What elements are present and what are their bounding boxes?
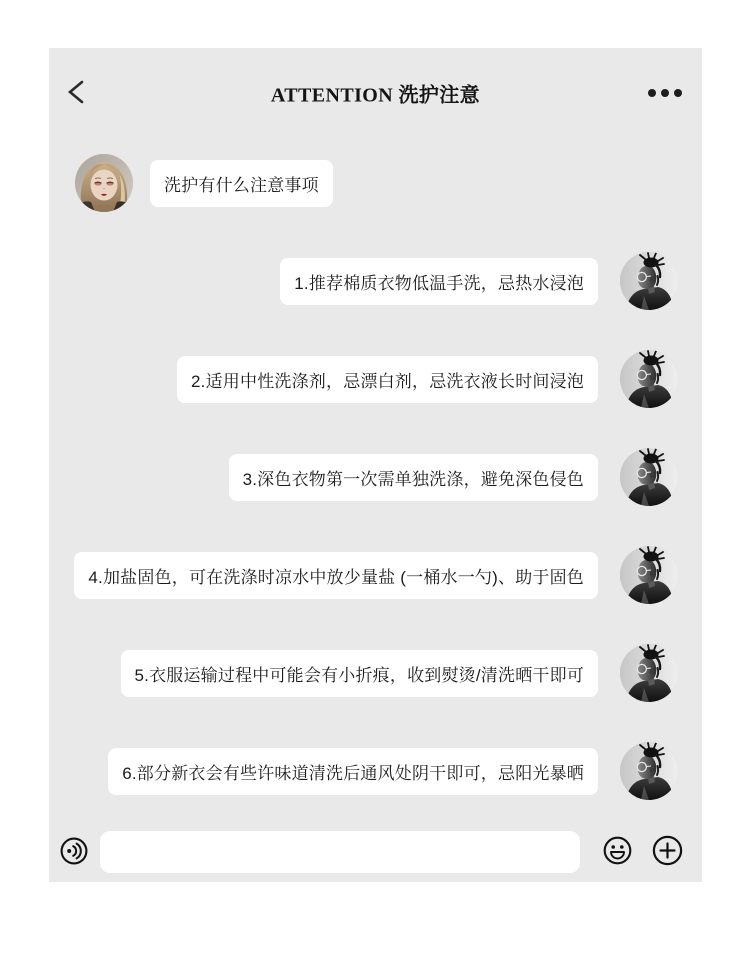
message-bubble[interactable]	[108, 748, 598, 795]
male-shop-avatar-image	[620, 742, 678, 800]
female-user-avatar-image	[75, 154, 133, 212]
plus-more-icon	[652, 835, 683, 869]
three-dots-menu-icon	[648, 89, 656, 97]
avatar-shop[interactable]	[620, 350, 678, 408]
male-shop-avatar-image	[620, 448, 678, 506]
message-row-right	[75, 552, 678, 604]
emoji-button[interactable]	[603, 836, 632, 868]
avatar-user[interactable]	[75, 154, 133, 212]
message-row-left	[75, 160, 678, 212]
message-row-right	[75, 650, 678, 702]
more-menu-button[interactable]	[644, 85, 686, 101]
male-shop-avatar-image	[620, 546, 678, 604]
male-shop-avatar-image	[620, 252, 678, 310]
message-bubble[interactable]	[280, 258, 598, 305]
message-text: 5.衣服运输过程中可能会有小折痕，收到熨烫/清洗晒干即可	[134, 666, 584, 685]
avatar-shop[interactable]	[620, 448, 678, 506]
avatar-shop[interactable]	[620, 742, 678, 800]
message-list	[49, 138, 702, 800]
smiley-emoji-icon	[603, 836, 632, 868]
message-bubble[interactable]	[229, 454, 598, 501]
message-text: 洗护有什么注意事项	[164, 176, 319, 195]
chat-window	[49, 48, 702, 882]
message-bubble[interactable]	[177, 356, 598, 403]
message-row-right	[75, 454, 678, 506]
chat-header	[49, 48, 702, 138]
message-text: 3.深色衣物第一次需单独洗涤，避免深色侵色	[242, 470, 584, 489]
chat-title: ATTENTION 洗护注意	[270, 84, 481, 107]
message-text: 6.部分新衣会有些许味道清洗后通风处阴干即可，忌阳光暴晒	[122, 764, 584, 783]
avatar-shop[interactable]	[620, 252, 678, 310]
message-text: 2.适用中性洗涤剂，忌漂白剂，忌洗衣液长时间浸泡	[191, 372, 584, 391]
voice-message-icon	[60, 837, 88, 868]
male-shop-avatar-image	[620, 350, 678, 408]
message-text: 1.推荐棉质衣物低温手洗，忌热水浸泡	[294, 274, 584, 293]
add-attachment-button[interactable]	[652, 835, 683, 869]
message-row-right	[75, 748, 678, 800]
message-text: 4.加盐固色，可在洗涤时凉水中放少量盐 (一桶水一勺)、助于固色	[88, 568, 584, 587]
avatar-shop[interactable]	[620, 546, 678, 604]
message-row-right	[75, 356, 678, 408]
message-input[interactable]	[100, 831, 580, 873]
message-row-right	[75, 258, 678, 310]
message-bubble[interactable]	[121, 650, 599, 697]
voice-button[interactable]	[60, 837, 88, 868]
message-bubble[interactable]	[74, 552, 598, 599]
avatar-shop[interactable]	[620, 644, 678, 702]
message-bubble[interactable]	[150, 160, 333, 207]
male-shop-avatar-image	[620, 644, 678, 702]
input-bar	[49, 831, 702, 873]
